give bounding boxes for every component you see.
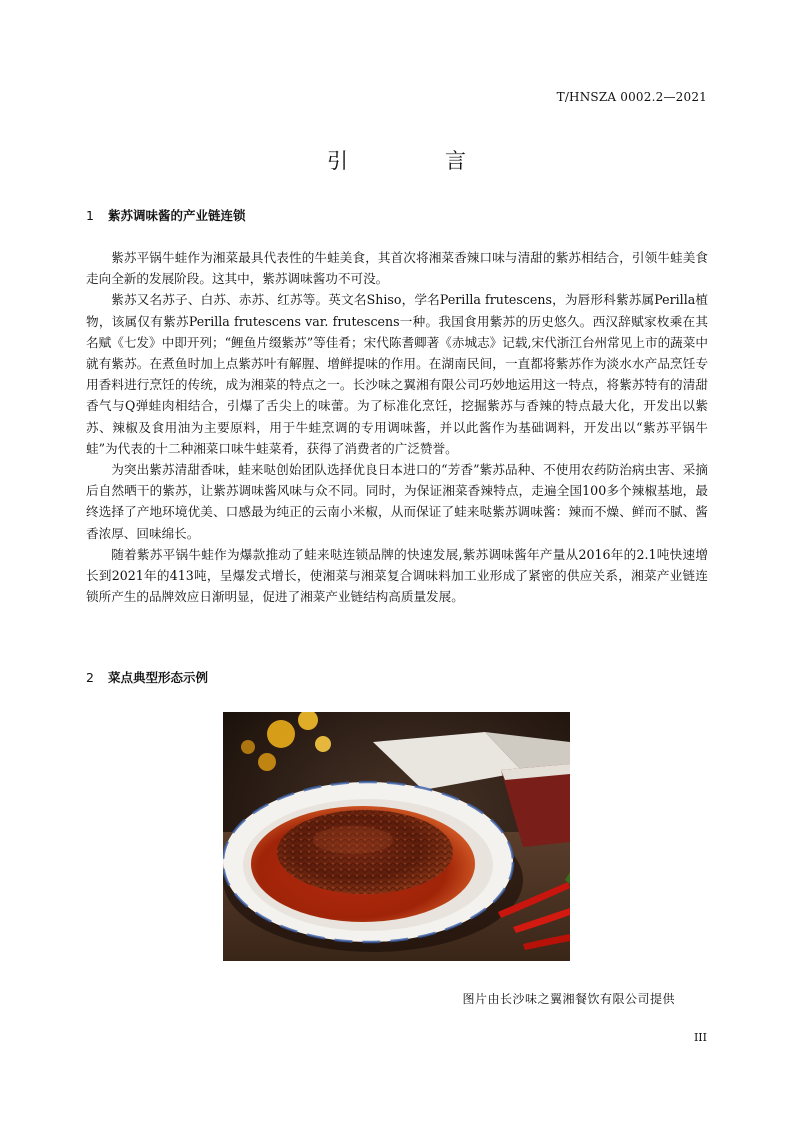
paragraph-1: 紫苏平锅牛蛙作为湘菜最具代表性的牛蛙美食，其首次将湘菜香辣口味与清甜的紫苏相结合，引领牛蛙美食走向全新的发展阶段。这其中，紫苏调味酱功不可没。	[86, 250, 708, 287]
section-1-heading	[86, 206, 246, 224]
photo-caption: 图片由长沙味之翼湘餐饮有限公司提供	[462, 992, 675, 1006]
paragraph-3: 为突出紫苏清甜香味，蛙来哒创始团队选择优良日本进口的“芳香”紫苏品种、不使用农药防治病虫害、采摘后自然晒干的紫苏，让紫苏调味酱风味与众不同。同时，为保证湘菜香辣特点，走遍全国100多个辣椒基地，最终选择了产地环境优美、口感最为纯正的云南小米椒，从而保证了蛙来哒紫苏调味酱：辣而不燥、鲜而不腻、酱香浓厚、回味绵长。	[86, 462, 708, 541]
document-code: T/HNSZA 0002.2—2021	[556, 90, 707, 104]
dish-photo	[223, 712, 570, 961]
section-1-number: 1	[86, 208, 94, 223]
paragraph-2: 紫苏又名苏子、白苏、赤苏、红苏等。英文名Shiso，学名Perilla frutescens，为唇形科紫苏属Perilla植物，该属仅有紫苏Perilla frutescens var. frutescens一种。我国食用紫苏的历史悠久。西汉辞赋家枚乘在其名赋《七发》中即开列；“鲤鱼片缀紫苏”等佳肴；宋代陈耆卿著《赤城志》记载,宋代浙江台州常见上市的蔬菜中就有紫苏。在煮鱼时加上点紫苏叶有解腥、增鲜提味的作用。在湖南民间，一直都将紫苏作为淡水水产品烹饪专用香料进行烹饪的传统，成为湘菜的特点之一。长沙味之翼湘有限公司巧妙地运用这一特点，将紫苏特有的清甜香气与Q弹蛙肉相结合，引爆了舌尖上的味蕾。为了标准化烹饪，挖掘紫苏与香辣的特点最大化，开发出以紫苏、辣椒及食用油为主要原料，用于牛蛙烹调的专用调味酱，并以此酱作为基础调料，开发出以“紫苏平锅牛蛙”为代表的十二种湘菜口味牛蛙菜肴，获得了消费者的广泛赞誉。	[86, 292, 708, 456]
paragraph-4: 随着紫苏平锅牛蛙作为爆款推动了蛙来哒连锁品牌的快速发展,紫苏调味酱年产量从2016年的2.1吨快速增长到2021年的413吨，呈爆发式增长，使湘菜与湘菜复合调味料加工业形成了紧密的供应关系，湘菜产业链连锁所产生的品牌效应日渐明显，促进了湘菜产业链结构高质量发展。	[86, 546, 708, 605]
page-number: III	[693, 1031, 707, 1044]
section-1-body	[86, 247, 708, 607]
section-1-title: 紫苏调味酱的产业链连锁	[108, 208, 246, 223]
page-title: 引 言	[327, 149, 504, 173]
section-2-number: 2	[86, 670, 94, 685]
section-2-heading	[86, 668, 208, 686]
section-2-title: 菜点典型形态示例	[108, 670, 209, 685]
